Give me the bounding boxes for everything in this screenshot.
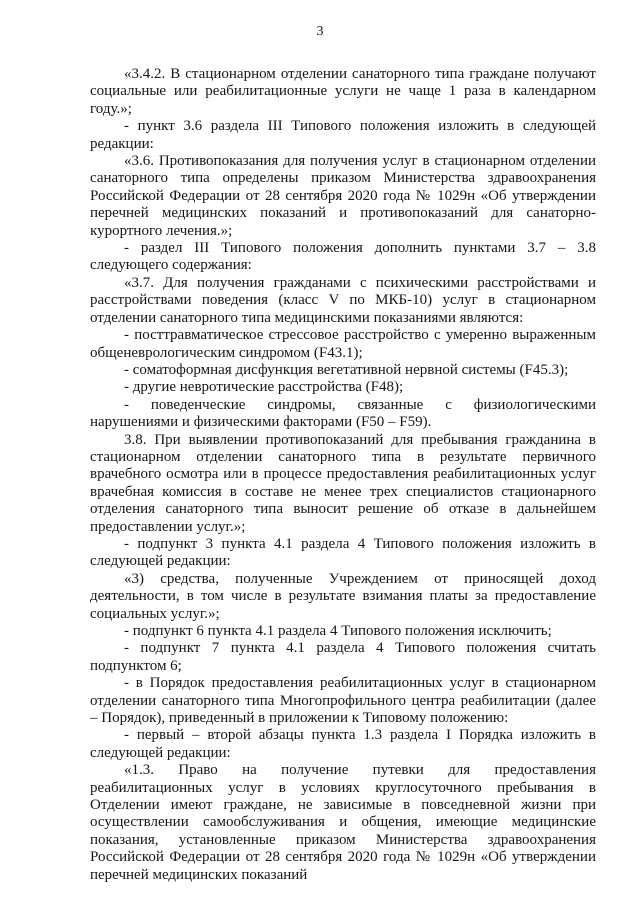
document-body <box>90 66 596 884</box>
paragraph: «1.3. Право на получение путевки для предоставления реабилитационных услуг в условиях круглосуточного пребывания в Отделении имеют граждане, не зависимые в повседневной жизни при осуществлении самообслуживания и общения, имеющие медицинские показания, установленные приказом Министерства здравоохранения Российской Федерации от 28 сентября 2020 года № 1029н «Об утверждении перечней медицинских показаний <box>90 762 596 883</box>
paragraph: «3) средства, полученные Учреждением от приносящей доход деятельности, в том числе в результате взимания платы за предоставление социальных услуг.»; <box>90 570 596 622</box>
paragraph: «3.7. Для получения гражданами с психическими расстройствами и расстройствами поведения (класс V по МКБ-10) услуг в стационарном отделении санаторного типа медицинскими показаниями являются: <box>90 274 596 326</box>
paragraph: - поведенческие синдромы, связанные с физиологическими нарушениями и физическими факторами (F50 – F59). <box>90 396 596 431</box>
paragraph: «3.4.2. В стационарном отделении санаторного типа граждане получают социальные или реабилитационные услуги не чаще 1 раза в календарном году.»; <box>90 66 596 117</box>
paragraph: - подпункт 3 пункта 4.1 раздела 4 Типового положения изложить в следующей редакции: <box>90 535 596 570</box>
paragraph: - в Порядок предоставления реабилитационных услуг в стационарном отделении санаторного типа Многопрофильного центра реабилитации (далее – Порядок), приведенный в приложении к Типовому положению: <box>90 675 596 727</box>
paragraph: - подпункт 6 пункта 4.1 раздела 4 Типового положения исключить; <box>124 623 552 639</box>
paragraph: - другие невротические расстройства (F48); <box>124 379 404 396</box>
paragraph: - первый – второй абзацы пункта 1.3 раздела I Порядка изложить в следующей редакции: <box>90 727 596 761</box>
paragraph: 3.8. При выявлении противопоказаний для пребывания гражданина в стационарном отделении санаторного типа в результате первичного врачебного осмотра или в процессе предоставления реабилитационных услуг врачебная комиссия в составе не менее трех специалистов стационарного отделения санаторного типа выносит решение об отказе в дальнейшем предоставлении услуг.»; <box>90 431 596 535</box>
paragraph: - посттравматическое стрессовое расстройство с умеренно выраженным общеневрологическим синдромом (F43.1); <box>90 327 596 361</box>
paragraph: «3.6. Противопоказания для получения услуг в стационарном отделении санаторного типа определены приказом Министерства здравоохранения Российской Федерации от 28 сентября 2020 года № 1029н «Об утверждении перечней медицинских показаний и противопоказаний для санаторно-курортного лечения.»; <box>90 153 596 239</box>
page-number: 3 <box>316 24 324 39</box>
paragraph: - соматоформная дисфункция вегетативной нервной системы (F45.3); <box>124 361 569 378</box>
paragraph: - пункт 3.6 раздела III Типового положения изложить в следующей редакции: <box>90 118 596 152</box>
paragraph: - раздел III Типового положения дополнить пунктами 3.7 – 3.8 следующего содержания: <box>90 240 596 274</box>
paragraph: - подпункт 7 пункта 4.1 раздела 4 Типового положения считать подпунктом 6; <box>90 640 596 674</box>
